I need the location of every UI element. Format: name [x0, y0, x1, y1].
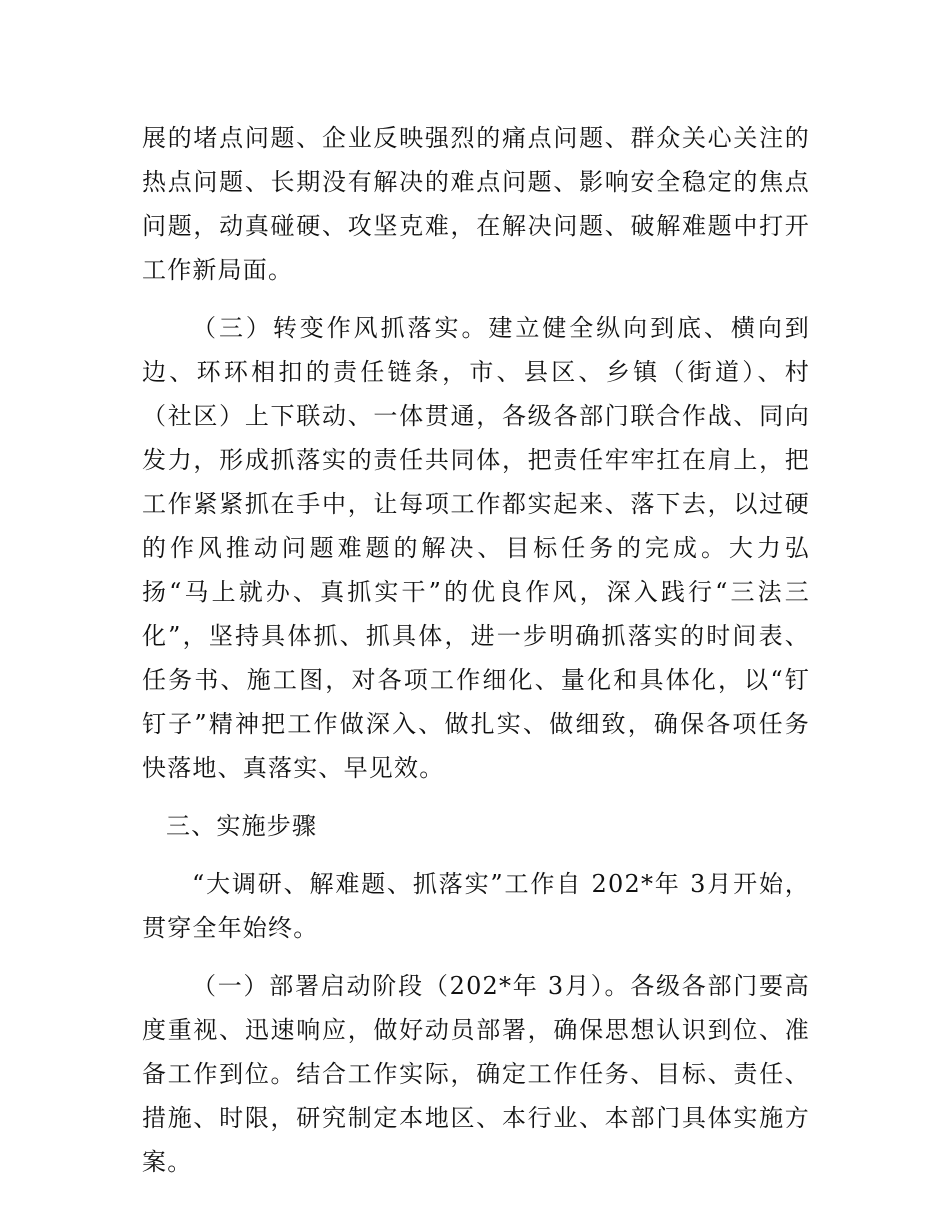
paragraph-timeline: “大调研、解难题、抓落实”工作自 202*年 3月开始，贯穿全年始终。 [142, 870, 810, 942]
paragraph-launch-stage: （一）部署启动阶段（202*年 3月）。各级各部门要高度重视、迅速响应，做好动员部署，确保思想认识到位、准备工作到位。结合工作实际，确定工作任务、目标、责任、措施、时限，研究制定本地区、本行业、本部门具体实施方案。 [142, 972, 810, 1176]
paragraph-continuation: 展的堵点问题、企业反映强烈的痛点问题、群众关心关注的热点问题、长期没有解决的难点问题、影响安全稳定的焦点问题，动真碰硬、攻坚克难，在解决问题、破解难题中打开工作新局面。 [142, 124, 810, 284]
document-body [142, 116, 810, 1198]
section-heading-implementation-steps: 三、实施步骤 [166, 812, 318, 840]
paragraph-section-three: （三）转变作风抓落实。建立健全纵向到底、横向到边、环环相扣的责任链条，市、县区、乡镇（街道）、村（社区）上下联动、一体贯通，各级各部门联合作战、同向发力，形成抓落实的责任共同体，把责任牢牢扛在肩上，把工作紧紧抓在手中，让每项工作都实起来、落下去，以过硬的作风推动问题难题的解决、目标任务的完成。大力弘扬“马上就办、真抓实干”的优良作风，深入践行“三法三化”，坚持具体抓、抓具体，进一步明确抓落实的时间表、任务书、施工图，对各项工作细化、量化和具体化，以“钉钉子”精神把工作做深入、做扎实、做细致，确保各项任务快落地、真落实、早见效。 [142, 314, 810, 782]
